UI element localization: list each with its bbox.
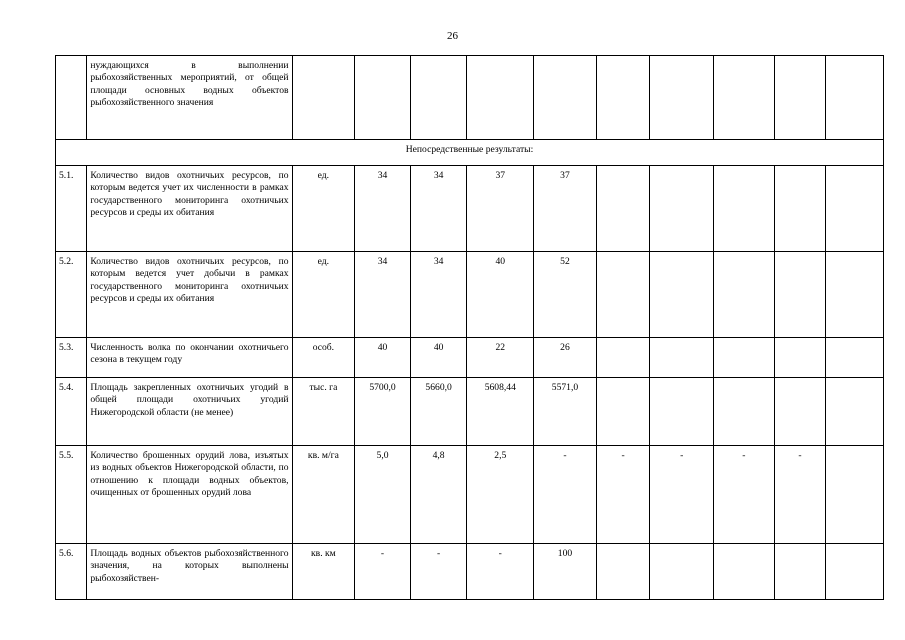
row-value: - (650, 446, 714, 544)
indicators-table (55, 55, 884, 600)
row-value (596, 338, 650, 378)
row-value: 40 (410, 338, 467, 378)
row-value (826, 338, 884, 378)
table-row-continued (56, 56, 884, 140)
table-row (56, 338, 884, 378)
row-value: 4,8 (410, 446, 467, 544)
value-cell (410, 56, 467, 140)
table-row (56, 166, 884, 252)
row-value (650, 378, 714, 446)
row-value (826, 378, 884, 446)
row-unit: особ. (292, 338, 355, 378)
row-number: 5.4. (56, 378, 87, 446)
row-value: 37 (534, 166, 597, 252)
row-value (774, 166, 826, 252)
row-unit: ед. (292, 166, 355, 252)
section-header: Непосредственные результаты: (56, 140, 884, 166)
row-value (714, 378, 775, 446)
value-cell (714, 56, 775, 140)
row-value: 34 (410, 252, 467, 338)
row-value: 100 (534, 544, 597, 600)
row-description: Площадь водных объектов рыбохозяйственного значения, на которых выполнены рыбохозяйствен- (87, 544, 292, 600)
unit-cell (292, 56, 355, 140)
row-value (826, 544, 884, 600)
row-value (774, 338, 826, 378)
row-unit: кв. м/га (292, 446, 355, 544)
row-value: - (714, 446, 775, 544)
row-value: - (467, 544, 534, 600)
value-cell (596, 56, 650, 140)
row-number: 5.6. (56, 544, 87, 600)
row-value: 37 (467, 166, 534, 252)
row-value: 34 (410, 166, 467, 252)
row-description: Численность волка по окончании охотничьего сезона в текущем году (87, 338, 292, 378)
row-number-cell (56, 56, 87, 140)
row-value (714, 252, 775, 338)
row-value (596, 166, 650, 252)
row-value (714, 544, 775, 600)
row-value: 26 (534, 338, 597, 378)
row-description: Количество видов охотничьих ресурсов, по которым ведется учет добычи в рамках государственного мониторинга охотничьих ресурсов и среды их обитания (87, 252, 292, 338)
row-number: 5.5. (56, 446, 87, 544)
row-value (714, 166, 775, 252)
row-value (596, 252, 650, 338)
row-value: - (355, 544, 411, 600)
table-row (56, 252, 884, 338)
row-unit: тыс. га (292, 378, 355, 446)
row-description: Количество видов охотничьих ресурсов, по которым ведется учет их численности в рамках государственного мониторинга охотничьих ресурсов и среды их обитания (87, 166, 292, 252)
row-value (774, 378, 826, 446)
row-unit: ед. (292, 252, 355, 338)
row-value: 22 (467, 338, 534, 378)
row-number: 5.3. (56, 338, 87, 378)
row-value: - (774, 446, 826, 544)
row-value: 5608,44 (467, 378, 534, 446)
row-value: 2,5 (467, 446, 534, 544)
row-number: 5.1. (56, 166, 87, 252)
value-cell (534, 56, 597, 140)
row-value (826, 166, 884, 252)
row-value (650, 544, 714, 600)
row-value (774, 544, 826, 600)
page-number: 26 (447, 30, 458, 42)
table-row (56, 544, 884, 600)
value-cell (826, 56, 884, 140)
row-value: 52 (534, 252, 597, 338)
row-value (714, 338, 775, 378)
row-value (826, 252, 884, 338)
row-value: 5660,0 (410, 378, 467, 446)
row-description: нуждающихся в выполнении рыбохозяйственных мероприятий, от общей площади основных водных объектов рыбохозяйственного значения (87, 56, 292, 140)
row-value: 40 (467, 252, 534, 338)
row-value: 40 (355, 338, 411, 378)
row-value: - (534, 446, 597, 544)
row-unit: кв. км (292, 544, 355, 600)
row-value: 5571,0 (534, 378, 597, 446)
value-cell (355, 56, 411, 140)
row-value: - (410, 544, 467, 600)
value-cell (650, 56, 714, 140)
value-cell (467, 56, 534, 140)
row-value (596, 544, 650, 600)
section-header-row (56, 140, 884, 166)
row-value: - (596, 446, 650, 544)
row-description: Площадь закрепленных охотничьих угодий в общей площади охотничьих угодий Нижегородской области (не менее) (87, 378, 292, 446)
table-row (56, 378, 884, 446)
row-value (650, 338, 714, 378)
row-value (774, 252, 826, 338)
row-value (826, 446, 884, 544)
value-cell (774, 56, 826, 140)
row-value: 5,0 (355, 446, 411, 544)
row-value (650, 252, 714, 338)
row-value (650, 166, 714, 252)
table-row (56, 446, 884, 544)
row-description: Количество брошенных орудий лова, изъятых из водных объектов Нижегородской области, по отношению к площади водных объектов, очищенных от брошенных орудий лова (87, 446, 292, 544)
row-value: 5700,0 (355, 378, 411, 446)
row-value: 34 (355, 166, 411, 252)
row-value: 34 (355, 252, 411, 338)
row-number: 5.2. (56, 252, 87, 338)
row-value (596, 378, 650, 446)
